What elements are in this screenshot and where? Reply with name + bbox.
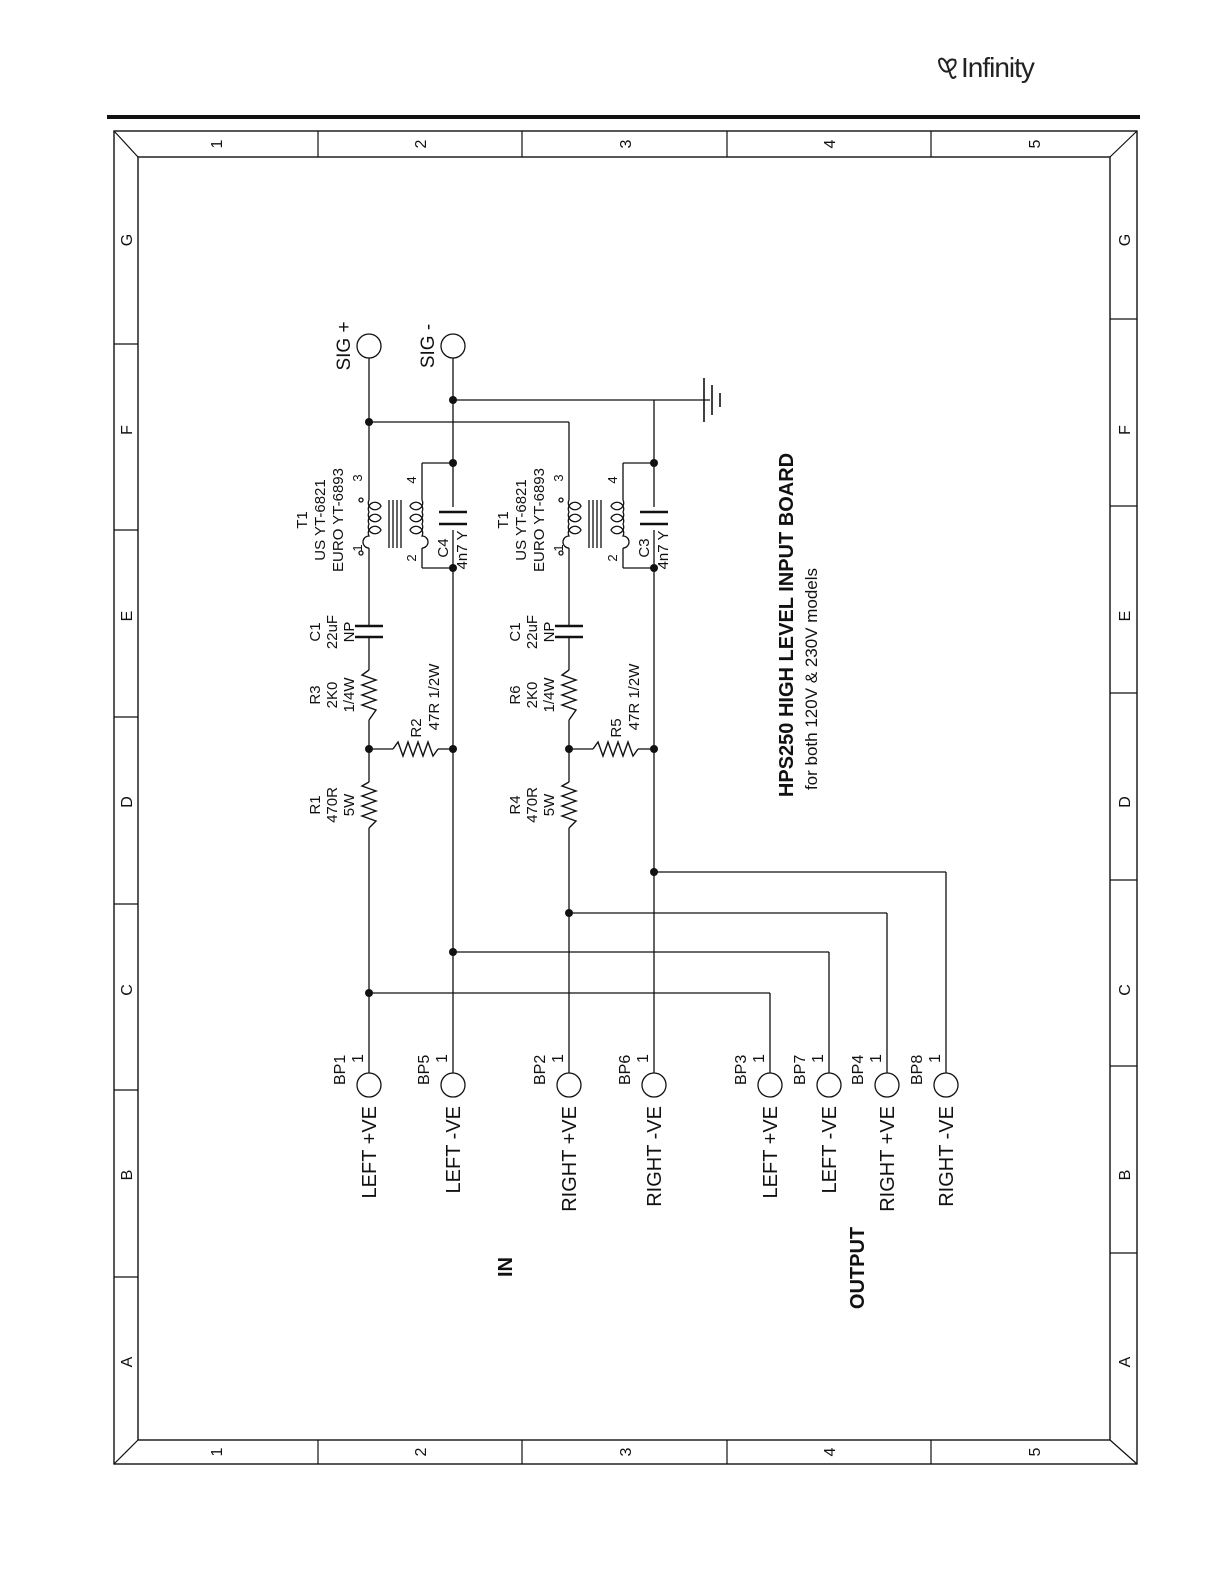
c1-left-value: 22uF	[324, 614, 341, 650]
row-label-right-d: D	[1117, 796, 1134, 808]
bp7-label: LEFT -VE	[819, 1106, 841, 1194]
bp5-pin: 1	[434, 1054, 451, 1063]
r2-ref: R2	[408, 718, 425, 738]
r4-value: 470R	[524, 787, 541, 823]
row-label-right-f: F	[1117, 425, 1134, 435]
bp2-pin: 1	[550, 1054, 567, 1063]
row-label-left-d: D	[119, 796, 136, 808]
t1-left-euro: EURO YT-6893	[330, 468, 347, 572]
row-label-right-b: B	[1117, 1169, 1134, 1181]
bp8-terminal-icon	[934, 1073, 958, 1097]
col-label-top-5: 5	[1027, 139, 1044, 149]
sig-minus-terminal-icon	[441, 334, 465, 358]
c1-right-value: 22uF	[524, 614, 541, 650]
col-label-top-1: 1	[209, 139, 226, 149]
row-label-left-f: F	[119, 425, 136, 435]
r4-rating: 5W	[541, 793, 558, 817]
bp8-ref: BP8	[909, 1054, 926, 1085]
row-label-left-g: G	[119, 233, 136, 247]
r1-value: 470R	[324, 787, 341, 823]
transformer-t1-left	[359, 498, 428, 555]
board-subtitle: for both 120V & 230V models	[802, 567, 821, 791]
bp2-ref: BP2	[532, 1054, 549, 1085]
capacitors	[355, 512, 668, 637]
row-label-right-g: G	[1117, 233, 1134, 247]
r3-value: 2K0	[324, 681, 341, 709]
row-label-right-e: E	[1117, 610, 1134, 622]
brand-name: Infinity	[961, 52, 1034, 83]
col-label-bottom-1: 1	[209, 1447, 226, 1457]
resistor-r5	[593, 742, 638, 756]
resistor-r2	[393, 742, 438, 756]
r6-value: 2K0	[524, 681, 541, 709]
bp1-pin: 1	[350, 1054, 367, 1063]
c4-value: 4n7 Y	[454, 530, 471, 570]
bp4-pin: 1	[868, 1054, 885, 1063]
bp6-label: RIGHT -VE	[644, 1106, 666, 1207]
row-label-left-b: B	[119, 1169, 136, 1181]
transformer-t1-right	[559, 498, 629, 555]
r5-ref: R5	[608, 718, 625, 738]
resistor-r4	[562, 782, 576, 828]
bp5-terminal-icon	[441, 1073, 465, 1097]
bp4-ref: BP4	[850, 1054, 867, 1085]
t1-left-pin2: 2	[404, 554, 419, 562]
sig-terminals	[357, 334, 465, 358]
bp3-ref: BP3	[733, 1054, 750, 1085]
sig-plus-terminal-icon	[357, 334, 381, 358]
r5-value: 47R 1/2W	[626, 663, 643, 731]
r3-rating: 1/4W	[341, 677, 358, 713]
sig-minus-label: SIG -	[418, 323, 439, 369]
bp5-ref: BP5	[416, 1054, 433, 1085]
t1-left-pin1: 1	[350, 544, 365, 552]
row-label-left-e: E	[119, 610, 136, 622]
frame-corner-bevels	[114, 131, 1137, 1464]
t1-right-pin3: 3	[551, 474, 566, 482]
bp6-ref: BP6	[617, 1054, 634, 1085]
group-label-output: OUTPUT	[847, 1226, 869, 1310]
r6-ref: R6	[507, 685, 524, 705]
col-label-bottom-2: 2	[413, 1447, 430, 1457]
bp2-terminal-icon	[557, 1073, 581, 1097]
resistor-r6	[562, 670, 576, 720]
bp3-label: LEFT +VE	[760, 1106, 782, 1199]
col-label-bottom-4: 4	[822, 1447, 839, 1457]
bp7-terminal-icon	[817, 1073, 841, 1097]
row-label-right-a: A	[1117, 1356, 1134, 1368]
bp1-ref: BP1	[332, 1054, 349, 1085]
col-label-top-2: 2	[413, 139, 430, 149]
t1-left-ref: T1	[294, 511, 311, 529]
r1-ref: R1	[307, 795, 324, 815]
c1-right-ref: C1	[507, 622, 524, 642]
bp2-label: RIGHT +VE	[559, 1106, 581, 1212]
frame-column-ticks	[318, 131, 931, 1464]
t1-left-pin3: 3	[350, 474, 365, 482]
col-label-bottom-5: 5	[1027, 1447, 1044, 1457]
bp1-label: LEFT +VE	[359, 1106, 381, 1199]
c1-left-ref: C1	[307, 622, 324, 642]
t1-right-pin2: 2	[605, 554, 620, 562]
c1-left-type: NP	[341, 621, 358, 643]
bp3-pin: 1	[751, 1054, 768, 1063]
board-title: HPS250 HIGH LEVEL INPUT BOARD	[776, 452, 798, 798]
frame-inner	[138, 157, 1110, 1440]
bp3-terminal-icon	[758, 1073, 782, 1097]
r2-value: 47R 1/2W	[426, 663, 443, 731]
bp5-label: LEFT -VE	[443, 1106, 465, 1194]
bp4-label: RIGHT +VE	[877, 1106, 899, 1212]
bp4-terminal-icon	[875, 1073, 899, 1097]
group-label-in: IN	[495, 1257, 517, 1277]
t1-right-pin1: 1	[551, 544, 566, 552]
resistors	[362, 670, 638, 828]
bp1-terminal-icon	[357, 1073, 381, 1097]
c1-right-type: NP	[541, 621, 558, 643]
bp6-pin: 1	[635, 1054, 652, 1063]
r1-rating: 5W	[341, 793, 358, 817]
t1-right-us: US YT-6821	[513, 479, 530, 561]
bp8-pin: 1	[927, 1054, 944, 1063]
c3-ref: C3	[636, 538, 653, 558]
c3-value: 4n7 Y	[655, 530, 672, 570]
connector-circles	[357, 1073, 958, 1097]
t1-right-pin4: 4	[605, 476, 620, 484]
resistor-r3	[362, 670, 376, 720]
row-label-left-a: A	[119, 1356, 136, 1368]
bp8-label: RIGHT -VE	[936, 1106, 958, 1207]
bp6-terminal-icon	[642, 1073, 666, 1097]
t1-left-pin4: 4	[404, 476, 419, 484]
r4-ref: R4	[507, 795, 524, 815]
col-label-top-4: 4	[822, 139, 839, 149]
row-label-left-c: C	[119, 984, 136, 996]
c4-ref: C4	[435, 538, 452, 558]
frame-outer	[114, 131, 1137, 1464]
bp7-pin: 1	[810, 1054, 827, 1063]
resistor-r1	[362, 782, 376, 828]
sig-plus-label: SIG +	[334, 321, 355, 371]
r3-ref: R3	[307, 685, 324, 705]
row-label-right-c: C	[1117, 984, 1134, 996]
t1-right-ref: T1	[495, 511, 512, 529]
bp7-ref: BP7	[792, 1054, 809, 1085]
col-label-bottom-3: 3	[618, 1447, 635, 1457]
t1-right-euro: EURO YT-6893	[531, 468, 548, 572]
t1-left-us: US YT-6821	[312, 479, 329, 561]
r6-rating: 1/4W	[541, 677, 558, 713]
col-label-top-3: 3	[618, 139, 635, 149]
